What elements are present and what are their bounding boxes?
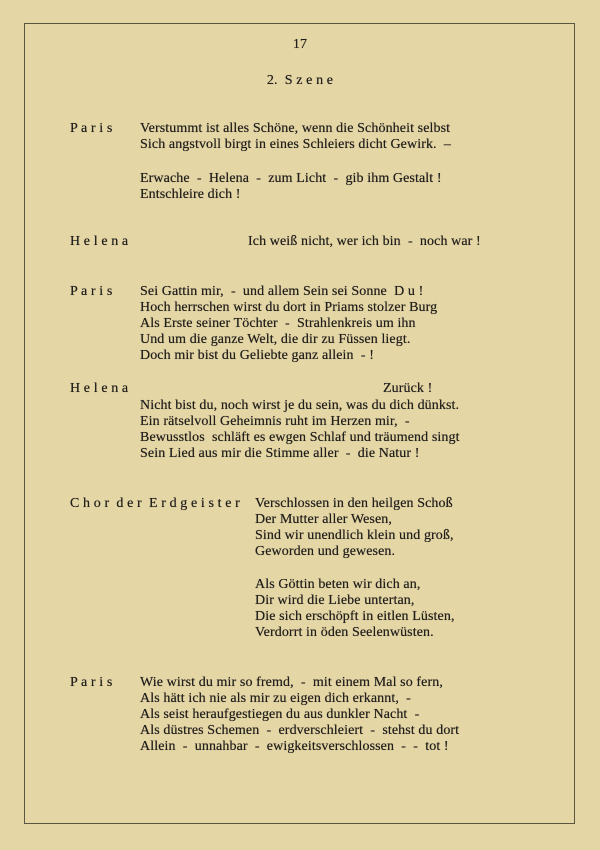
dialogue-line: Und um die ganze Welt, die dir zu Füssen liegt. [140, 332, 411, 347]
dialogue-line: Als Erste seiner Töchter - Strahlenkreis um ihn [140, 316, 416, 331]
dialogue-line: Verdorrt in öden Seelenwüsten. [255, 625, 434, 640]
dialogue-line: Verstummt ist alles Schöne, wenn die Schönheit selbst [140, 121, 451, 136]
dialogue-line: Hoch herrschen wirst du dort in Priams stolzer Burg [140, 300, 438, 315]
dialogue-line: Sei Gattin mir, - und allem Sein sei Sonne D u ! [140, 284, 424, 299]
dialogue-line: Wie wirst du mir so fremd, - mit einem Mal so fern, [140, 675, 443, 690]
speaker-label: P a r i s [70, 121, 113, 136]
dialogue-line: Allein - unnahbar - ewigkeitsverschlossen - - tot ! [140, 739, 449, 754]
dialogue-line: Zurück ! [383, 381, 433, 396]
dialogue-line: Als seist heraufgestiegen du aus dunkler Nacht - [140, 707, 420, 722]
dialogue-line: Geworden und gewesen. [255, 544, 396, 559]
speaker-label: H e l e n a [70, 381, 129, 396]
dialogue-line: Als hätt ich nie als mir zu eigen dich erkannt, - [140, 691, 411, 706]
dialogue-line: Bewusstlos schläft es ewgen Schlaf und träumend singt [140, 430, 460, 445]
dialogue-line: Entschleire dich ! [140, 187, 241, 202]
dialogue-line: Die sich erschöpft in eitlen Lüsten, [255, 609, 455, 624]
speaker-label: P a r i s [70, 284, 113, 299]
dialogue-line: Als düstres Schemen - erdverschleiert - stehst du dort [140, 723, 460, 738]
dialogue-line: Sein Lied aus mir die Stimme aller - die Natur ! [140, 446, 420, 461]
speaker-label: C h o r d e r E r d g e i s t e r [70, 496, 240, 511]
dialogue-line: Sich angstvoll birgt in eines Schleiers dicht Gewirk. – [140, 137, 451, 152]
speaker-label: H e l e n a [70, 234, 129, 249]
dialogue-line: Nicht bist du, noch wirst je du sein, was du dich dünkst. [140, 398, 460, 413]
dialogue-line: Erwache - Helena - zum Licht - gib ihm Gestalt ! [140, 171, 442, 186]
dialogue-line: Verschlossen in den heilgen Schoß [255, 496, 453, 511]
dialogue-line: Dir wird die Liebe untertan, [255, 593, 415, 608]
dialogue-line: Der Mutter aller Wesen, [255, 512, 392, 527]
dialogue-line: Sind wir unendlich klein und groß, [255, 528, 454, 543]
scene-title: 2. S z e n e [266, 73, 334, 88]
dialogue-line: Doch mir bist du Geliebte ganz allein - ! [140, 348, 374, 363]
page-number: 17 [292, 37, 308, 52]
dialogue-line: Als Göttin beten wir dich an, [255, 577, 421, 592]
dialogue-line: Ein rätselvoll Geheimnis ruht im Herzen mir, - [140, 414, 410, 429]
dialogue-line: Ich weiß nicht, wer ich bin - noch war ! [248, 234, 481, 249]
speaker-label: P a r i s [70, 675, 113, 690]
